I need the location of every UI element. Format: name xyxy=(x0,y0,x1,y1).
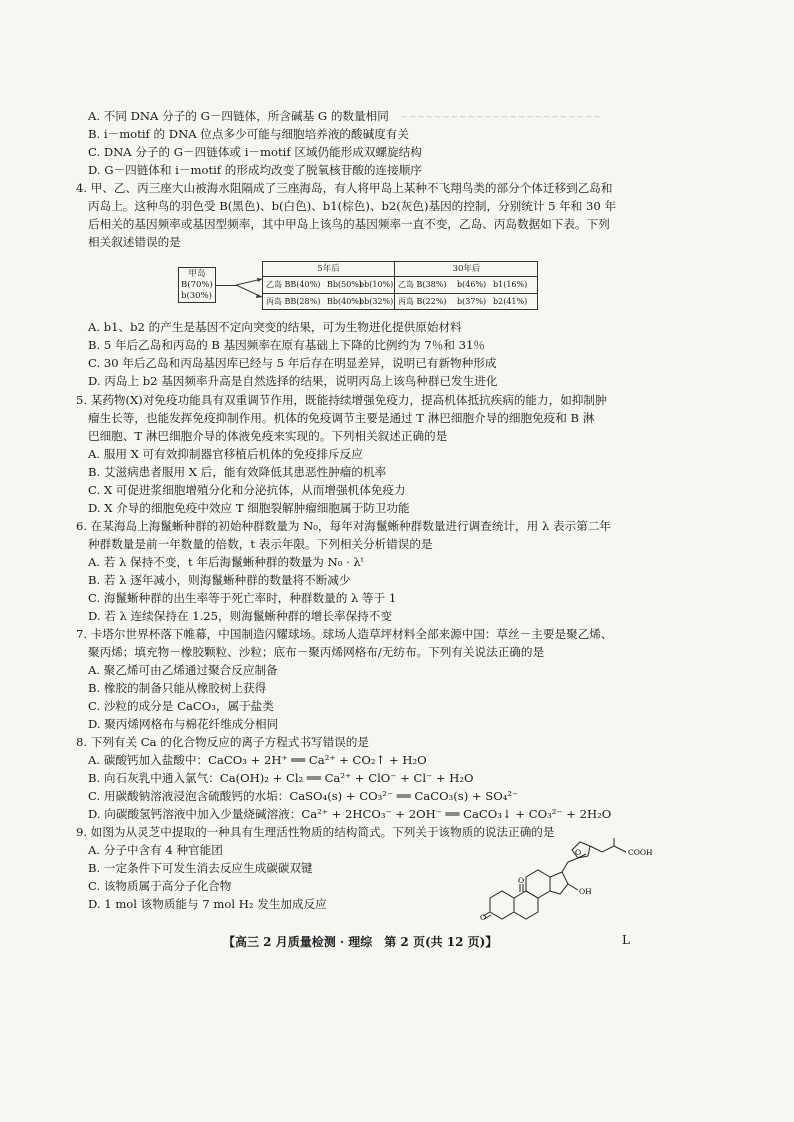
table-cell: bb(32%) xyxy=(359,297,394,306)
q7-option-a: A. 聚乙烯可由乙烯通过聚合反应制备 xyxy=(88,663,278,677)
q8-option-b: B. 向石灰乳中通入氯气：Ca(OH)₂ + Cl₂ ══ Ca²⁺ + ClO⁻ + Cl⁻ + H₂O xyxy=(88,771,474,785)
table-cell: 丙岛 B(22%) xyxy=(398,297,447,306)
q4-option-a: A. b1、b2 的产生是基因不定向突变的结果，可为生物进化提供原始材料 xyxy=(88,320,462,334)
table-cell: 丙岛 BB(28%) xyxy=(266,297,321,306)
table-cell: b(46%) xyxy=(457,280,487,289)
q6-option-c: C. 海鬣蜥种群的出生率等于死亡率时，种群数量的 λ 等于 1 xyxy=(88,591,397,605)
header-5-years: 5年后 xyxy=(317,264,340,274)
page-footer: 【高三 2 月质量检测 · 理综 第 2 页(共 12 页)】 xyxy=(223,935,498,949)
hydroxyl-label: OH xyxy=(579,887,592,896)
table-cell: b1(16%) xyxy=(493,280,528,289)
q5-option-d: D. X 介导的细胞免疫中效应 T 细胞裂解肿瘤细胞属于防卫功能 xyxy=(88,501,410,515)
q7-option-c: C. 沙粒的成分是 CaCO₃，属于盐类 xyxy=(88,699,274,713)
q6-option-a: A. 若 λ 保持不变，t 年后海鬣蜥种群的数量为 N₀ · λᵗ xyxy=(88,555,364,569)
q5-stem-line2: 瘤生长等，也能发挥免疫抑制作用。机体的免疫调节主要是通过 T 淋巴细胞介导的细胞免疫和 B 淋 xyxy=(88,411,595,425)
q5-stem-line3: 巴细胞、T 淋巴细胞介导的体液免疫来实现的。下列相关叙述正确的是 xyxy=(88,429,448,443)
q6-option-d: D. 若 λ 连续保持在 1.25，则海鬣蜥种群的增长率保持不变 xyxy=(88,609,392,623)
split-arrow-icon xyxy=(236,275,264,303)
q8-option-c: C. 用碳酸钠溶液浸泡含硫酸钙的水垢：CaSO₄(s) + CO₃²⁻ ══ CaCO₃(s) + SO₄²⁻ xyxy=(88,789,519,803)
q7-stem-line2: 聚丙烯；填充物－橡胶颗粒、沙粒；底布－聚丙烯网格布/无纺布。下列有关说法正确的是 xyxy=(88,645,545,659)
q4-option-c: C. 30 年后乙岛和丙岛基因库已经与 5 年后存在明显差异，说明已有新物种形成 xyxy=(88,356,497,370)
table-cell: bb(10%) xyxy=(359,280,394,289)
table-cell: b2(41%) xyxy=(493,297,528,306)
q4-option-d: D. 丙岛上 b2 基因频率升高是自然选择的结果，说明丙岛上该鸟种群已发生进化 xyxy=(88,374,498,388)
q9-option-c: C. 该物质属于高分子化合物 xyxy=(88,879,232,893)
jia-island-label: 甲岛 xyxy=(188,269,206,279)
q3-option-a: A. 不同 DNA 分子的 G－四链体，所含碱基 G 的数量相同 xyxy=(88,109,389,123)
table-cell: 乙岛 B(38%) xyxy=(398,280,447,289)
q9-option-a: A. 分子中含有 4 种官能团 xyxy=(88,843,223,857)
q3-option-d: D. G－四链体和 i－motif 的形成均改变了脱氧核苷酸的连接顺序 xyxy=(88,163,422,177)
q7-option-d: D. 聚丙烯网格布与棉花纤维成分相同 xyxy=(88,717,279,731)
q6-stem-line2: 种群数量是前一年数量的倍数，t 表示年限。下列相关分析错误的是 xyxy=(88,537,433,551)
carboxyl-label: COOH xyxy=(628,848,653,857)
q6-option-b: B. 若 λ 逐年减小，则海鬣蜥种群的数量将不断减少 xyxy=(88,573,351,587)
ketone-oxygen-label: O xyxy=(480,913,487,920)
q8-option-a: A. 碳酸钙加入盐酸中：CaCO₃ + 2H⁺ ══ Ca²⁺ + CO₂↑ + H₂O xyxy=(88,753,427,767)
q3-option-b: B. i－motif 的 DNA 位点多少可能与细胞培养液的酸碱度有关 xyxy=(88,127,409,141)
q4-stem-line4: 相关叙述错误的是 xyxy=(88,235,181,249)
gene-frequency-table xyxy=(262,261,538,310)
table-cell: 乙岛 BB(40%) xyxy=(266,280,321,289)
q4-stem-line2: 丙岛上。这种鸟的羽色受 B(黑色)、b(白色)、b1(棕色)、b2(灰色)基因的控制，分别统计 5 年和 30 年 xyxy=(88,199,617,213)
q5-stem-line1: 5. 某药物(X)对免疫功能具有双重调节作用，既能持续增强免疫力，提高机体抵抗疾病的能力，如抑制肿 xyxy=(76,393,607,407)
q5-option-c: C. X 可促进浆细胞增殖分化和分泌抗体，从而增强机体免疫力 xyxy=(88,483,406,497)
table-cell: Bb(40%) xyxy=(327,297,363,306)
q4-stem-line1: 4. 甲、乙、丙三座大山被海水阻隔成了三座海岛，有人将甲岛上某种不飞翔鸟类的部分个体迁移到乙岛和 xyxy=(76,181,613,195)
furan-oxygen-label: O xyxy=(575,848,582,857)
q6-stem-line1: 6. 在某海岛上海鬣蜥种群的初始种群数量为 N₀，每年对海鬣蜥种群数量进行调查统计，用 λ 表示第二年 xyxy=(76,519,611,533)
jia-b-small-freq: b(30%) xyxy=(181,291,212,301)
q8-option-d: D. 向碳酸氢钙溶液中加入少量烧碱溶液：Ca²⁺ + 2HCO₃⁻ + 2OH⁻ ══ CaCO₃↓ + CO₃²⁻ + 2H₂O xyxy=(88,807,612,821)
q9-option-b: B. 一定条件下可发生消去反应生成碳碳双键 xyxy=(88,861,313,875)
header-30-years: 30年后 xyxy=(452,264,481,274)
arrow-stem xyxy=(216,285,238,286)
q5-option-a: A. 服用 X 可有效抑制器官移植后机体的免疫排斥反应 xyxy=(88,447,363,461)
q8-stem: 8. 下列有关 Ca 的化合物反应的离子方程式书写错误的是 xyxy=(76,735,369,749)
table-divider xyxy=(394,262,395,309)
jia-b-freq: B(70%) xyxy=(181,280,213,290)
q4-stem-line3: 后相关的基因频率或基因型频率，其中甲岛上该鸟的基因频率一直不变，乙岛、丙岛数据如下表。下列 xyxy=(88,217,610,231)
q9-option-d: D. 1 mol 该物质能与 7 mol H₂ 发生加成反应 xyxy=(88,897,327,911)
bleed-through-text: ~~~~~~~~~~~~~~~~~~~~~~~~ xyxy=(400,112,602,123)
molecule-structure-diagram xyxy=(480,836,670,920)
table-cell: Bb(50%) xyxy=(327,280,363,289)
q5-option-b: B. 艾滋病患者服用 X 后，能有效降低其患恶性肿瘤的机率 xyxy=(88,465,387,479)
q7-option-b: B. 橡胶的制备只能从橡胶树上获得 xyxy=(88,681,267,695)
table-cell: b(37%) xyxy=(457,297,487,306)
jia-island-box xyxy=(178,267,216,303)
paper-version-mark: L xyxy=(622,933,630,947)
q7-stem-line1: 7. 卡塔尔世界杯落下帷幕，中国制造闪耀球场。球场人造草坪材料全部来源中国：草丝－主要是聚乙烯、 xyxy=(76,627,613,641)
q9-stem: 9. 如图为从灵芝中提取的一种具有生理活性物质的结构简式。下列关于该物质的说法正确的是 xyxy=(76,825,555,839)
q4-option-b: B. 5 年后乙岛和丙岛的 B 基因频率在原有基础上下降的比例约为 7％和 31％ xyxy=(88,338,485,352)
q3-option-c: C. DNA 分子的 G－四链体或 i－motif 区域仍能形成双螺旋结构 xyxy=(88,145,422,159)
ketone-oxygen-label: O xyxy=(518,876,525,885)
